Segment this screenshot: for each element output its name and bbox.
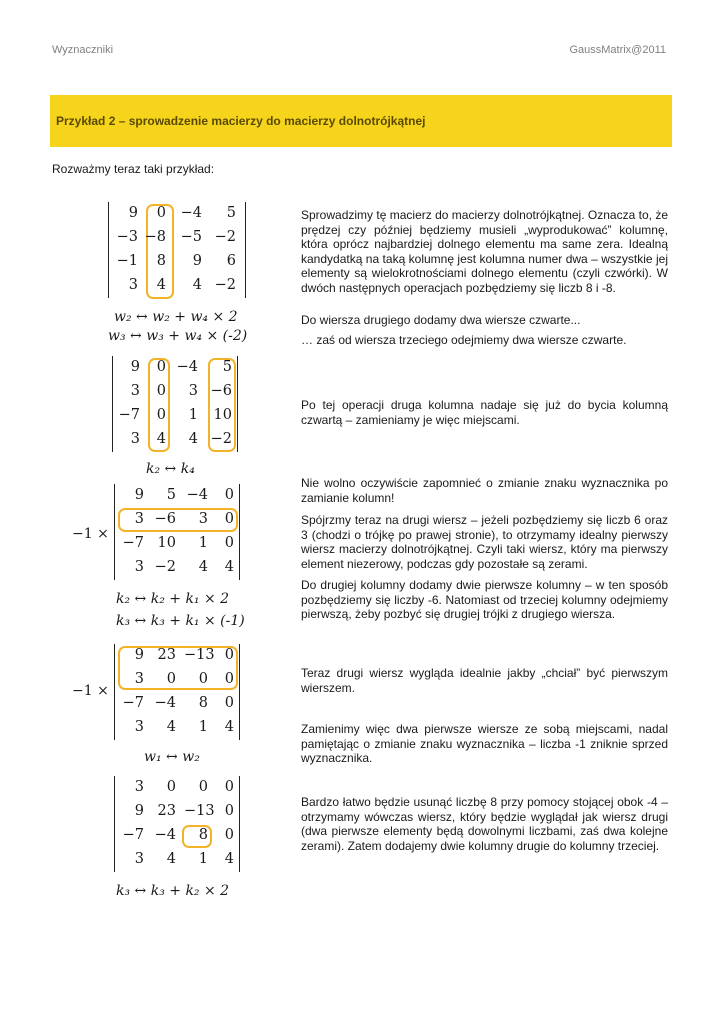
operation-3: k₂ ↔ k₄ [146,461,195,477]
matrix-cell: 5 [222,359,232,375]
matrix-cell: 3 [188,383,198,399]
matrix-cell: 6 [226,253,236,269]
matrix-cell: −7 [122,827,144,843]
matrix-2 [112,356,240,452]
matrix-cell: 0 [166,779,176,795]
matrix-cell: 9 [128,205,138,221]
matrix-cell: −6 [210,383,232,399]
matrix-cell: 9 [130,359,140,375]
matrix-cell: 23 [157,647,176,663]
matrix-cell: 3 [198,511,208,527]
matrix-cell: −2 [210,431,232,447]
paragraph-7: Do drugiej kolumny dodamy dwie pierwsze kolumny – w ten sposób pozbędziemy się liczby -6. Natomiast od trzeciej kolumny odejmiemy pierwszą, żeby pozbyć się drugiej trójki z drugiego wiersza. [301,578,668,622]
matrix-cell: 4 [166,851,176,867]
paragraph-5: Nie wolno oczywiście zapomnieć o zmianie znaku wyznacznika po zamianie kolumn! [301,476,668,505]
matrix-cell: 1 [198,851,208,867]
paragraph-1: Sprowadzimy tę macierz do macierzy dolnotrójkątnej. Oznacza to, że prędzej czy później będziemy musieli „wyprodukować” kolumnę, która oprócz najbardziej dolnego elementu ma same zera. Idealną kandydatką na taką kolumnę jest kolumna numer dwa – wszystkie jej elementy są wielokrotnościami dolnego elementu (czyli czwórki). W dwóch następnych operacjach pozbędziemy się liczb 8 i -8. [301,208,668,295]
multiplier-1: −1 × [72,526,109,542]
matrix-cell: 1 [198,535,208,551]
matrix-cell: 0 [156,383,166,399]
matrix-cell: 9 [134,487,144,503]
matrix-cell: 0 [224,487,234,503]
matrix-cell: 4 [156,431,166,447]
matrix-cell: −4 [154,695,176,711]
matrix-cell: 3 [134,559,144,575]
matrix-cell: 9 [134,803,144,819]
matrix-cell: 3 [134,511,144,527]
paragraph-10: Bardzo łatwo będzie usunąć liczbę 8 przy pomocy stojącej obok -4 – otrzymamy wówczas wiersz, który będzie wyglądał jak wiersz drugi (dwa pierwsze elementy będą dowolnymi liczbami, zaś dwa kolejne zerami). Zatem dodajemy dwie kolumny drugie do kolumny trzeciej. [301,795,668,853]
matrix-cell: 4 [156,277,166,293]
matrix-cell: 10 [157,535,176,551]
matrix-cell: 9 [134,647,144,663]
matrix-cell: −2 [214,277,236,293]
matrix-cell: 4 [166,719,176,735]
paragraph-9: Zamienimy więc dwa pierwsze wiersze ze sobą miejscami, nadal pamiętając o zmianie znaku wyznacznika – liczba -1 zniknie sprzed wyznacznika. [301,722,668,766]
paragraph-8: Teraz drugi wiersz wygląda idealnie jakby „chciał” być pierwszym wierszem. [301,666,668,695]
matrix-cell: 0 [166,671,176,687]
matrix-cell: 9 [192,253,202,269]
matrix-cell: −8 [144,229,166,245]
matrix-cell: 0 [198,671,208,687]
matrix-cell: −4 [186,487,208,503]
matrix-cell: 4 [188,431,198,447]
matrix-cell: 4 [224,559,234,575]
operation-4: k₂ ↔ k₂ + k₁ × 2 [116,591,230,607]
operation-7: k₃ ↔ k₃ + k₂ × 2 [116,883,230,899]
matrix-3 [114,484,242,580]
multiplier-2: −1 × [72,683,109,699]
paragraph-2: Do wiersza drugiego dodamy dwa wiersze czwarte... [301,313,581,327]
matrix-cell: 0 [224,511,234,527]
matrix-cell: 0 [224,535,234,551]
operation-2: w₃ ↔ w₃ + w₄ × (-2) [108,328,248,344]
matrix-cell: 5 [166,487,176,503]
matrix-cell: −13 [184,803,215,819]
matrix-cell: 8 [156,253,166,269]
matrix-cell: 0 [198,779,208,795]
matrix-cell: 1 [198,719,208,735]
matrix-cell: 3 [134,671,144,687]
matrix-cell: 3 [130,431,140,447]
example-title: Przykład 2 – sprowadzenie macierzy do macierzy dolnotrójkątnej [56,114,426,128]
matrix-cell: 3 [134,779,144,795]
matrix-cell: −4 [154,827,176,843]
matrix-cell: 0 [224,671,234,687]
matrix-cell: 8 [198,827,208,843]
header-copyright: GaussMatrix@2011 [569,44,666,56]
matrix-cell: −13 [184,647,215,663]
matrix-cell: 23 [157,803,176,819]
matrix-cell: 4 [198,559,208,575]
matrix-cell: −7 [122,535,144,551]
intro-text: Rozważmy teraz taki przykład: [52,162,215,176]
operation-5: k₃ ↔ k₃ + k₁ × (-1) [116,613,245,629]
matrix-cell: 0 [224,803,234,819]
matrix-cell: −2 [154,559,176,575]
matrix-cell: −7 [118,407,140,423]
matrix-cell: 0 [224,647,234,663]
matrix-cell: 3 [134,851,144,867]
matrix-cell: −3 [116,229,138,245]
paragraph-4: Po tej operacji druga kolumna nadaje się już do bycia kolumną czwartą – zamieniamy je więc miejscami. [301,398,668,427]
operation-6: w₁ ↔ w₂ [144,749,200,765]
matrix-cell: −4 [180,205,202,221]
matrix-cell: 0 [156,205,166,221]
operation-1: w₂ ↔ w₂ + w₄ × 2 [114,309,238,325]
matrix-cell: 5 [226,205,236,221]
matrix-cell: 3 [130,383,140,399]
paragraph-6: Spójrzmy teraz na drugi wiersz – jeżeli pozbędziemy się liczb 6 oraz 3 (chodzi o trójkę po prawej stronie), to otrzymamy idealny pierwszy wiersz macierzy dolnotrójkątnej. Czyli taki wiersz, który ma pierwszy element niezerowy, podczas gdy pozostałe są zerami. [301,513,668,571]
header-title: Wyznaczniki [52,44,114,56]
matrix-cell: 0 [156,359,166,375]
matrix-cell: −1 [116,253,138,269]
matrix-cell: −5 [180,229,202,245]
matrix-cell: 4 [224,851,234,867]
matrix-1 [108,202,248,298]
matrix-cell: 8 [198,695,208,711]
paragraph-3: … zaś od wiersza trzeciego odejmiemy dwa wiersze czwarte. [301,333,627,347]
matrix-cell: 4 [192,277,202,293]
matrix-4 [114,644,242,740]
matrix-cell: 4 [224,719,234,735]
matrix-cell: −4 [176,359,198,375]
matrix-cell: 3 [128,277,138,293]
matrix-cell: 1 [188,407,198,423]
matrix-cell: −2 [214,229,236,245]
matrix-cell: −7 [122,695,144,711]
matrix-cell: 0 [224,779,234,795]
matrix-cell: 10 [213,407,232,423]
matrix-5 [114,776,242,872]
matrix-cell: −6 [154,511,176,527]
matrix-cell: 0 [156,407,166,423]
example-banner [50,95,672,147]
matrix-cell: 0 [224,827,234,843]
matrix-cell: 0 [224,695,234,711]
matrix-cell: 3 [134,719,144,735]
